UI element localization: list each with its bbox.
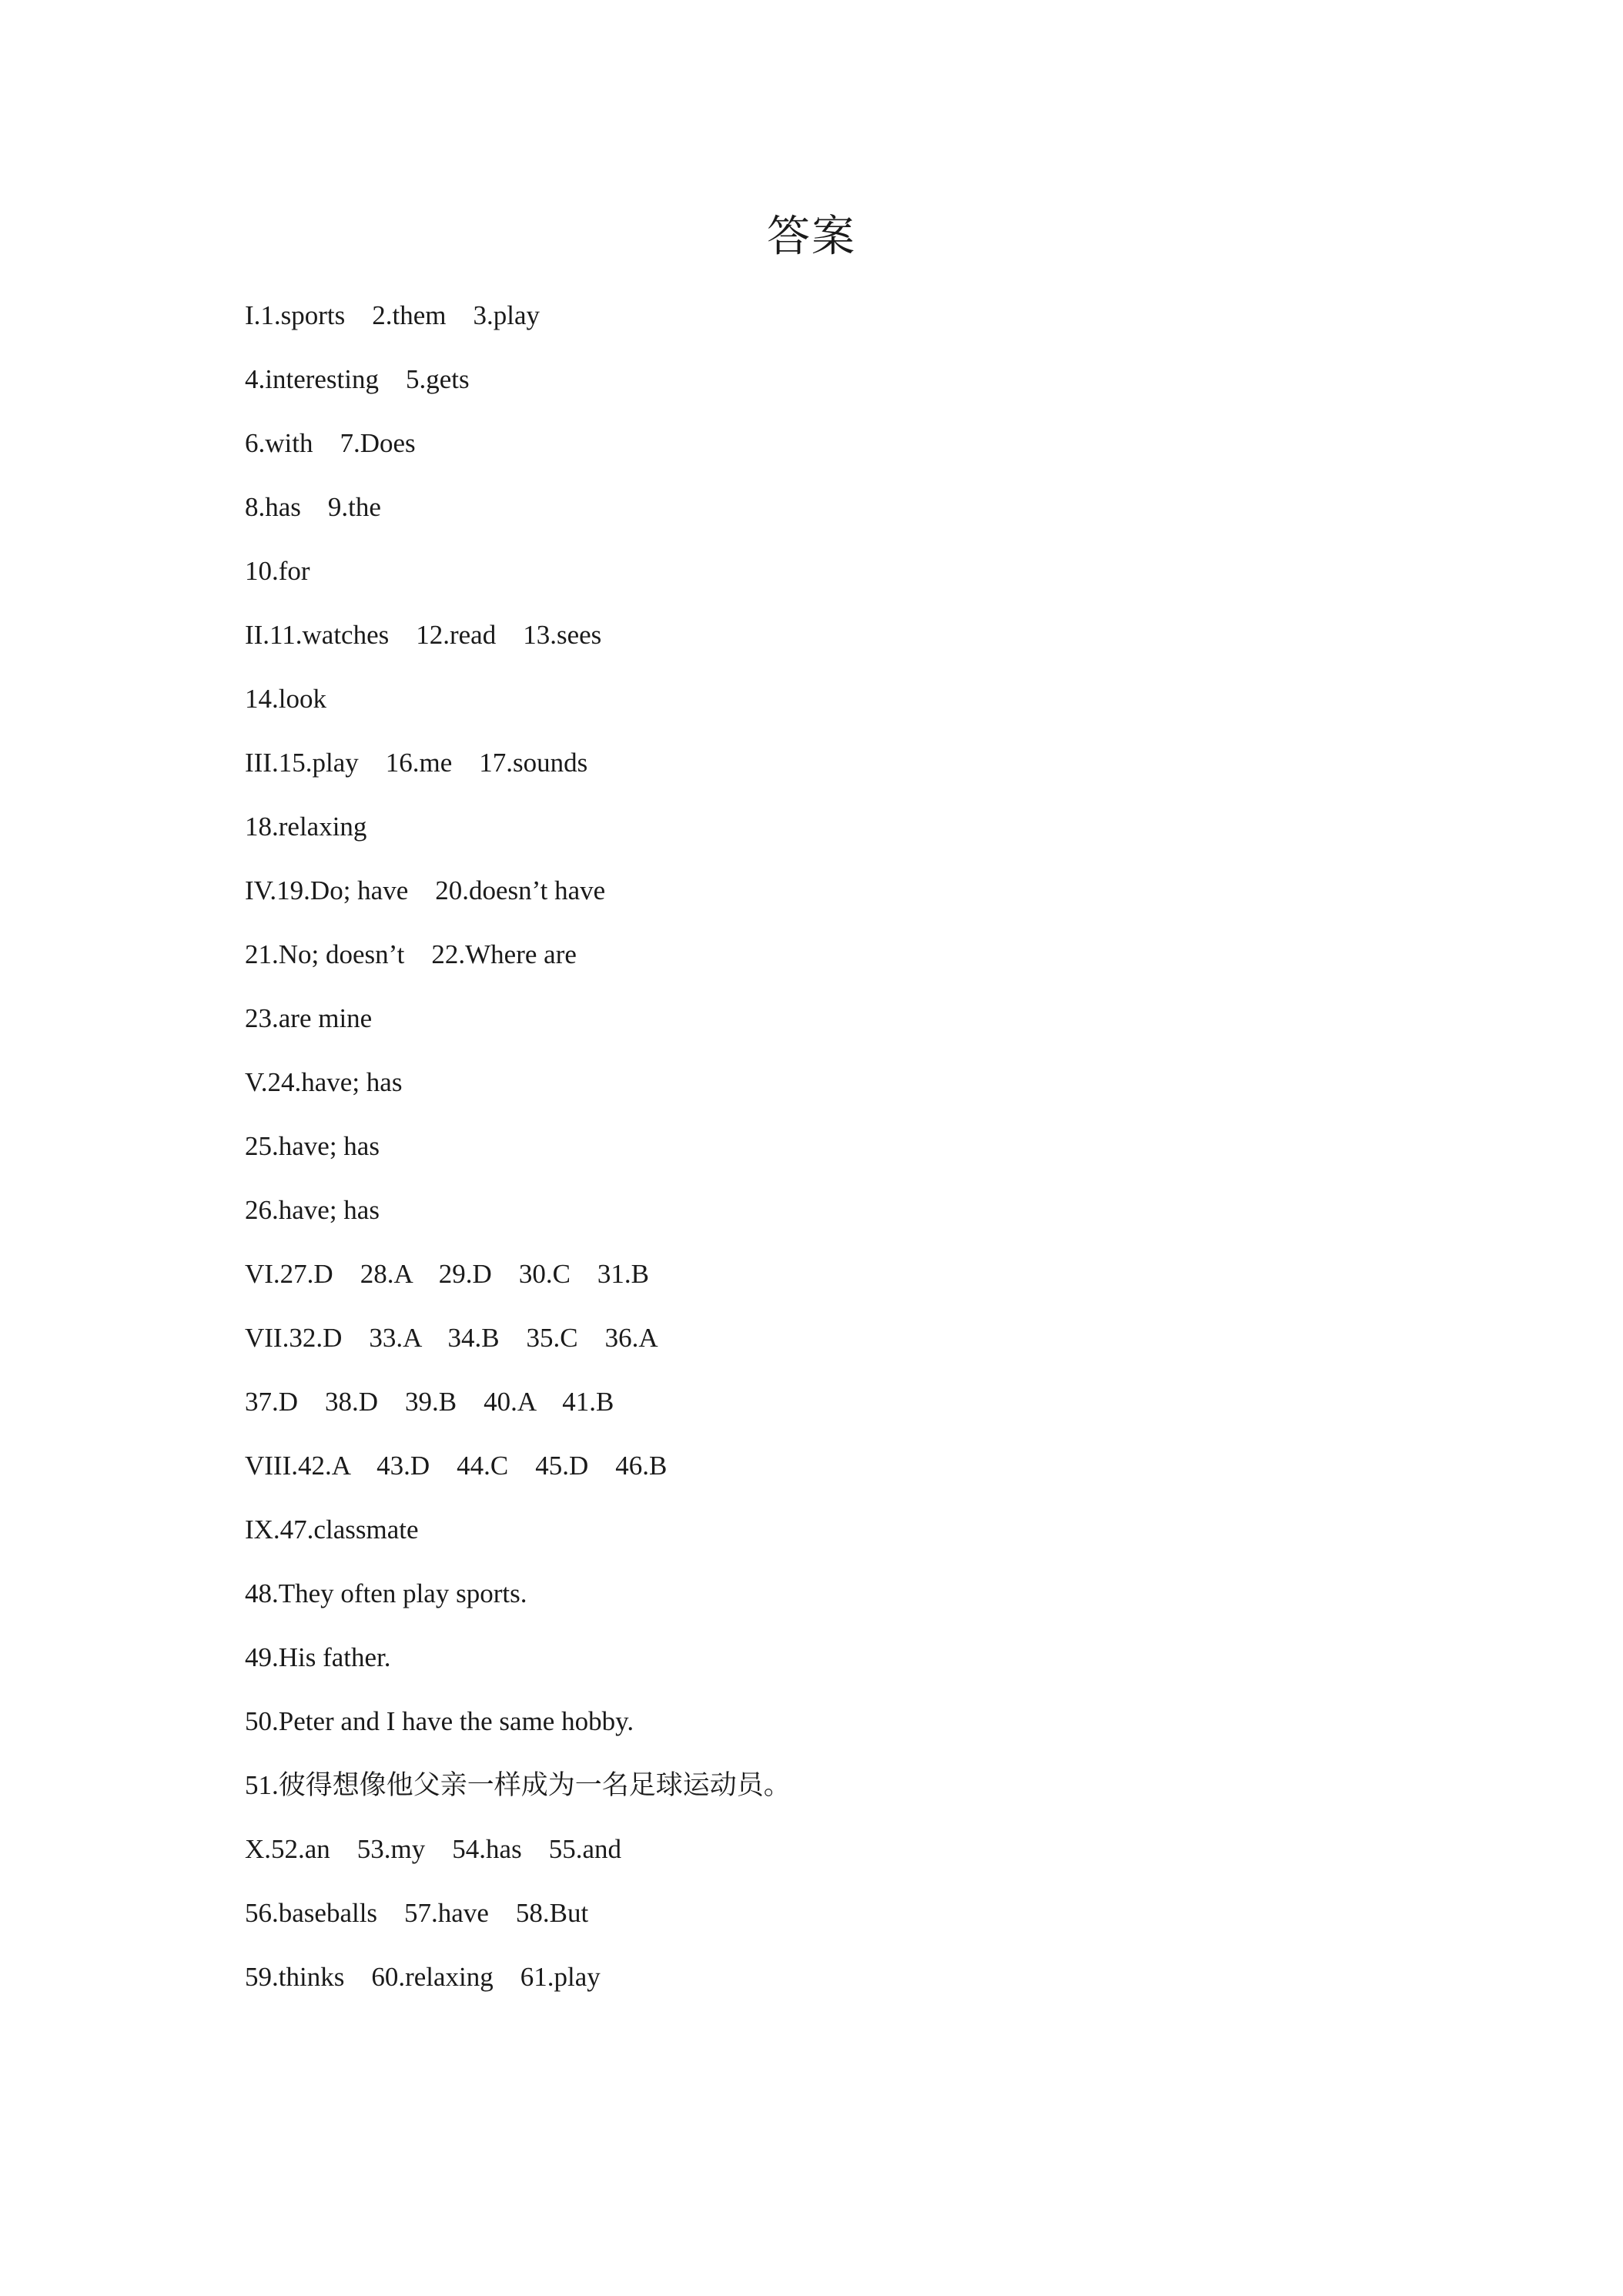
answer-line: 51.彼得想像他父亲一样成为一名足球运动员。 <box>245 1770 791 1800</box>
answer-line: IX.47.classmate <box>245 1514 419 1545</box>
answer-line: 25.have; has <box>245 1131 380 1161</box>
answer-line: 50.Peter and I have the same hobby. <box>245 1706 634 1736</box>
answer-list <box>245 293 791 2018</box>
answer-line: 26.have; has <box>245 1195 380 1225</box>
answer-line: 49.His father. <box>245 1642 391 1672</box>
answer-line: 10.for <box>245 556 310 586</box>
answer-line: I.1.sports 2.them 3.play <box>245 300 540 330</box>
answer-line: 23.are mine <box>245 1003 373 1033</box>
answer-line: 37.D 38.D 39.B 40.A 41.B <box>245 1387 614 1417</box>
page-title: 答案 <box>767 212 856 262</box>
answer-line: 6.with 7.Does <box>245 428 416 458</box>
answer-line: VII.32.D 33.A 34.B 35.C 36.A <box>245 1323 658 1353</box>
answer-line: 4.interesting 5.gets <box>245 364 470 394</box>
answer-line: 8.has 9.the <box>245 492 381 522</box>
answer-line: 14.look <box>245 684 326 714</box>
answer-line: 21.No; doesn’t 22.Where are <box>245 939 577 969</box>
answer-line: V.24.have; has <box>245 1067 403 1097</box>
answer-line: 59.thinks 60.relaxing 61.play <box>245 1962 601 1992</box>
answer-line: IV.19.Do; have 20.doesn’t have <box>245 875 606 905</box>
answer-line: 48.They often play sports. <box>245 1578 527 1608</box>
answer-line: 18.relaxing <box>245 812 367 842</box>
answer-line: X.52.an 53.my 54.has 55.and <box>245 1834 621 1864</box>
answer-line: VI.27.D 28.A 29.D 30.C 31.B <box>245 1259 650 1289</box>
answer-line: II.11.watches 12.read 13.sees <box>245 620 602 650</box>
answer-line: VIII.42.A 43.D 44.C 45.D 46.B <box>245 1451 668 1481</box>
answer-line: 56.baseballs 57.have 58.But <box>245 1898 589 1928</box>
answer-line: III.15.play 16.me 17.sounds <box>245 748 588 778</box>
